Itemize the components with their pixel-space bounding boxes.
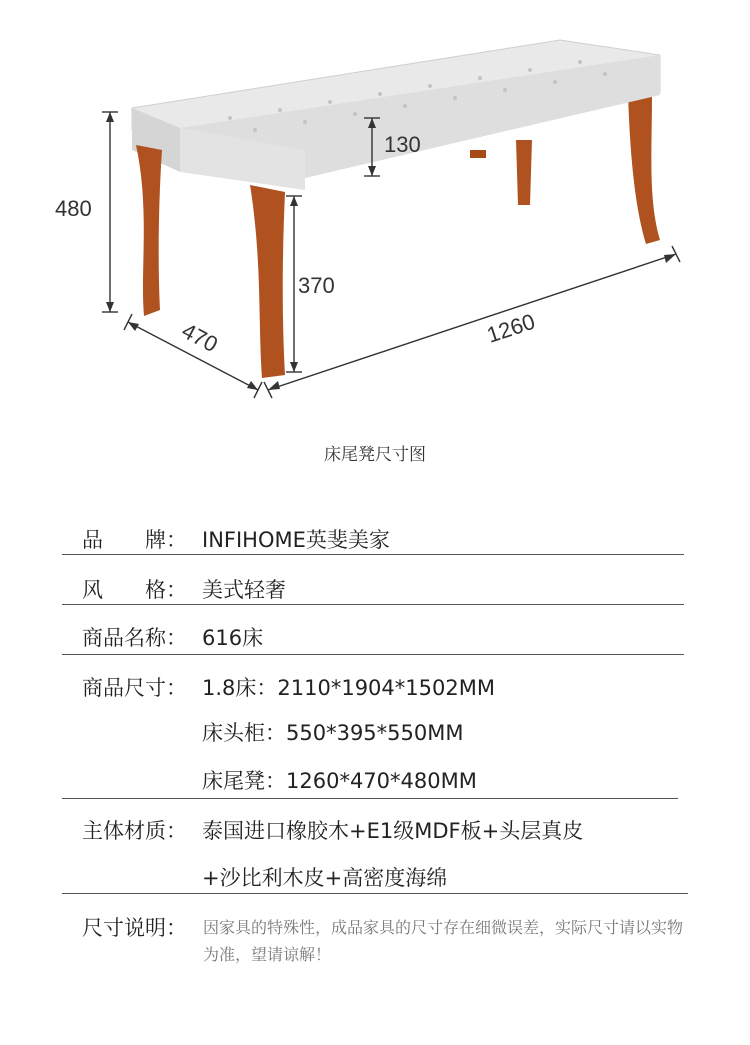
spec-style-label: 风 格： bbox=[82, 578, 187, 602]
divider bbox=[62, 798, 678, 799]
dimension-length-label: 1260 bbox=[483, 308, 539, 348]
spec-size-line: 1.8床：2110*1904*1502MM bbox=[202, 676, 495, 700]
dimension-height-total-label: 480 bbox=[55, 196, 92, 221]
spec-product-name-value: 616床 bbox=[202, 626, 264, 650]
dimension-depth bbox=[124, 314, 262, 398]
spec-note-text: 因家具的特殊性，成品家具的尺寸存在细微误差，实际尺寸请以实物为准，望请谅解！ bbox=[203, 918, 684, 964]
divider bbox=[62, 893, 688, 894]
diagram-caption: 床尾凳尺寸图 bbox=[324, 445, 426, 465]
spec-size-label: 商品尺寸： bbox=[82, 676, 187, 700]
dimension-leg-height-label: 370 bbox=[298, 273, 335, 298]
spec-brand-value: INFIHOME英斐美家 bbox=[202, 528, 390, 552]
spec-size-line: 床尾凳：1260*470*480MM bbox=[202, 769, 477, 793]
back-right-leg bbox=[516, 140, 532, 205]
bench-dimension-diagram bbox=[0, 0, 750, 430]
spec-style-value: 美式轻奢 bbox=[202, 578, 286, 602]
dimension-cushion-label: 130 bbox=[384, 132, 421, 157]
dimension-leg-height bbox=[286, 196, 335, 372]
spec-size-line: 床头柜：550*395*550MM bbox=[202, 721, 464, 745]
spec-material-label: 主体材质： bbox=[82, 819, 187, 843]
dimension-length bbox=[264, 246, 680, 398]
spec-material-line: 泰国进口橡胶木+E1级MDF板+头层真皮 bbox=[202, 819, 584, 843]
divider bbox=[62, 554, 684, 555]
spec-brand-label: 品 牌： bbox=[82, 528, 187, 552]
spec-product-name-label: 商品名称： bbox=[82, 626, 187, 650]
back-left-leg bbox=[470, 150, 486, 158]
right-front-leg bbox=[628, 95, 660, 244]
front-center-leg bbox=[250, 185, 285, 378]
front-left-leg bbox=[136, 145, 162, 316]
dimension-height-total bbox=[55, 112, 118, 312]
dimension-depth-label: 470 bbox=[177, 317, 222, 358]
spec-material-line: +沙比利木皮+高密度海绵 bbox=[202, 866, 448, 890]
spec-note-label: 尺寸说明： bbox=[82, 916, 187, 940]
divider bbox=[62, 604, 684, 605]
bench-illustration bbox=[132, 40, 660, 378]
divider bbox=[62, 654, 684, 655]
